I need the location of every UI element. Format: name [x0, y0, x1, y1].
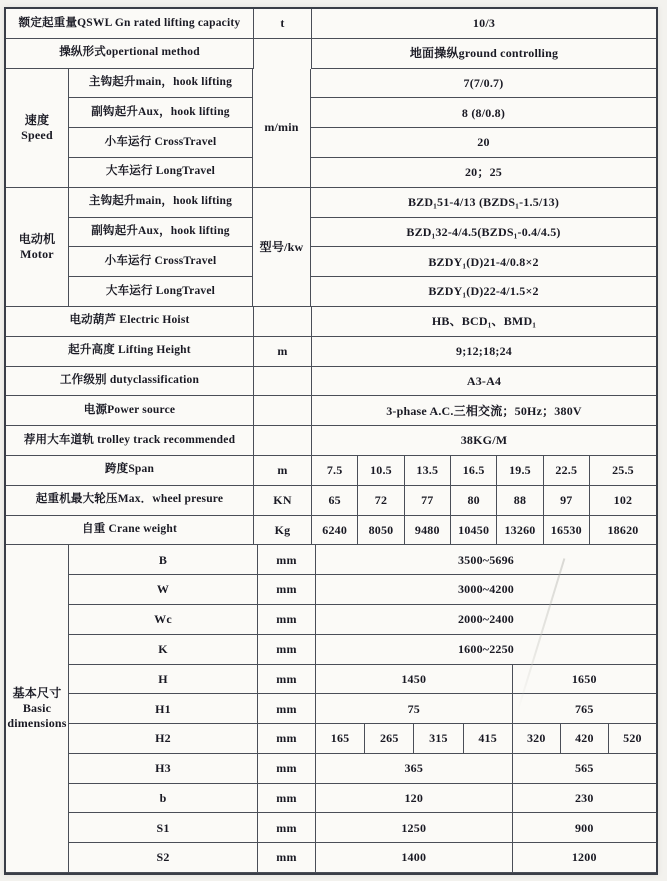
dims-group-cn: 基本尺寸: [12, 686, 62, 701]
row-dim-H: [69, 665, 656, 695]
speed-label-main-hook: 主钩起升main，hook lifting: [69, 69, 253, 99]
span-value: 16.5: [451, 456, 497, 486]
dim-H2-right-group: [513, 724, 656, 754]
weight-value: 9480: [405, 516, 451, 546]
motor-labels: [69, 188, 253, 307]
speed-label-cross-travel: 小车运行 CrossTravel: [69, 128, 253, 158]
dim-H2-label: H2: [69, 724, 258, 754]
span-label: 跨度Span: [6, 456, 254, 486]
speed-value-aux-hook: 8 (8/0.8): [311, 98, 656, 128]
track-value: 38KG/M: [312, 426, 656, 456]
dims-group-en: Basic dimensions: [7, 701, 67, 731]
method-unit: [254, 39, 312, 69]
dim-H-label: H: [69, 665, 258, 695]
speed-section: [6, 69, 656, 188]
motor-value-cross-travel: BZDY₁(D)21-4/0.8×2: [311, 247, 656, 277]
weight-value: 18620: [590, 516, 656, 546]
row-dim-Wc: [69, 605, 656, 635]
dim-H2-unit: mm: [258, 724, 316, 754]
dim-b-value-left: 120: [316, 784, 513, 814]
dim-H2-value: 320: [513, 724, 561, 754]
dim-b-label: b: [69, 784, 258, 814]
track-label: 荐用大车道轨 trolley track recommended: [6, 426, 254, 456]
speed-label-aux-hook: 副钩起升Aux，hook lifting: [69, 98, 253, 128]
capacity-label: 额定起重量QSWL Gn rated lifting capacity: [6, 9, 254, 39]
power-value: 3-phase A.C.三相交流；50Hz；380V: [312, 396, 656, 426]
motor-unit: 型号/kw: [253, 188, 311, 307]
dim-S2-unit: mm: [258, 843, 316, 873]
row-capacity: [6, 9, 656, 39]
duty-unit: [254, 367, 312, 397]
dim-H1-label: H1: [69, 694, 258, 724]
motor-label-main-hook: 主钩起升main，hook lifting: [69, 188, 253, 218]
row-hoist: [6, 307, 656, 337]
speed-values: [311, 69, 656, 188]
dim-B-unit: mm: [258, 545, 316, 575]
dim-W-value: 3000~4200: [316, 575, 656, 605]
speed-labels: [69, 69, 253, 188]
row-dim-W: [69, 575, 656, 605]
dim-W-label: W: [69, 575, 258, 605]
dim-H3-label: H3: [69, 754, 258, 784]
row-weight: [6, 516, 656, 546]
row-dim-S2: [69, 843, 656, 873]
wheel-value: 88: [497, 486, 543, 516]
wheel-value: 102: [590, 486, 656, 516]
speed-group-cn: 速度: [24, 112, 50, 127]
row-dim-H3: [69, 754, 656, 784]
method-label: 操纵形式opertional method: [6, 39, 254, 69]
wheel-value: 77: [405, 486, 451, 516]
motor-section: [6, 188, 656, 307]
row-span: [6, 456, 656, 486]
dim-H2-value: 415: [464, 724, 513, 754]
dim-H3-value-left: 365: [316, 754, 513, 784]
dim-H2-left-group: [316, 724, 513, 754]
motor-value-aux-hook: BZD₁32-4/4.5(BZDS₁-0.4/4.5): [311, 218, 656, 248]
dim-H2-value: 165: [316, 724, 365, 754]
dims-group-cell: [6, 545, 69, 873]
row-power: [6, 396, 656, 426]
hoist-unit: [254, 307, 312, 337]
hoist-value: HB、BCD₁、BMD₁: [312, 307, 656, 337]
row-duty: [6, 367, 656, 397]
motor-value-main-hook: BZD₁51-4/13 (BZDS₁-1.5/13): [311, 188, 656, 218]
motor-label-cross-travel: 小车运行 CrossTravel: [69, 247, 253, 277]
weight-value: 16530: [544, 516, 590, 546]
weight-value: 8050: [358, 516, 404, 546]
lifting-height-unit: m: [254, 337, 312, 367]
row-dim-H1: [69, 694, 656, 724]
wheel-label: 起重机最大轮压Max．wheel presure: [6, 486, 254, 516]
motor-group-cell: [6, 188, 69, 307]
span-unit: m: [254, 456, 312, 486]
dim-H2-value: 520: [609, 724, 656, 754]
dim-B-label: B: [69, 545, 258, 575]
dim-S1-label: S1: [69, 813, 258, 843]
speed-value-cross-travel: 20: [311, 128, 656, 158]
dims-section: [6, 545, 656, 873]
row-dim-K: [69, 635, 656, 665]
dim-K-value: 1600~2250: [316, 635, 656, 665]
dim-Wc-label: Wc: [69, 605, 258, 635]
dim-S1-value-left: 1250: [316, 813, 513, 843]
motor-group-en: Motor: [20, 246, 54, 261]
span-value: 22.5: [544, 456, 590, 486]
dim-K-label: K: [69, 635, 258, 665]
wheel-value: 80: [451, 486, 497, 516]
dim-S2-value-left: 1400: [316, 843, 513, 873]
duty-label: 工作级别 dutyclassification: [6, 367, 254, 397]
weight-value: 10450: [451, 516, 497, 546]
duty-value: A3-A4: [312, 367, 656, 397]
motor-label-aux-hook: 副钩起升Aux，hook lifting: [69, 218, 253, 248]
wheel-value: 72: [358, 486, 404, 516]
hoist-label: 电动葫芦 Electric Hoist: [6, 307, 254, 337]
motor-group-cn: 电动机: [18, 231, 56, 246]
track-unit: [254, 426, 312, 456]
dim-W-unit: mm: [258, 575, 316, 605]
dim-H1-unit: mm: [258, 694, 316, 724]
row-dim-H2: [69, 724, 656, 754]
dim-H3-value-right: 565: [513, 754, 656, 784]
speed-group-cell: [6, 69, 69, 188]
capacity-value: 10/3: [312, 9, 656, 39]
dim-H1-value-right: 765: [513, 694, 656, 724]
dim-S2-label: S2: [69, 843, 258, 873]
motor-values: [311, 188, 656, 307]
dim-S2-value-right: 1200: [513, 843, 656, 873]
span-value: 13.5: [405, 456, 451, 486]
dim-b-value-right: 230: [513, 784, 656, 814]
dim-Wc-value: 2000~2400: [316, 605, 656, 635]
dim-H-unit: mm: [258, 665, 316, 695]
row-dim-b: [69, 784, 656, 814]
row-dim-S1: [69, 813, 656, 843]
speed-group-en: Speed: [21, 127, 53, 142]
row-dim-B: [69, 545, 656, 575]
power-unit: [254, 396, 312, 426]
span-value: 7.5: [312, 456, 358, 486]
dim-S1-unit: mm: [258, 813, 316, 843]
row-lifting-height: [6, 337, 656, 367]
weight-value: 6240: [312, 516, 358, 546]
dims-rows: [69, 545, 656, 873]
motor-value-long-travel: BZDY₁(D)22-4/1.5×2: [311, 277, 656, 307]
dim-H-value-left: 1450: [316, 665, 513, 695]
lifting-height-label: 起升高度 Lifting Height: [6, 337, 254, 367]
weight-value: 13260: [497, 516, 543, 546]
spec-table: [4, 7, 658, 875]
motor-label-long-travel: 大车运行 LongTravel: [69, 277, 253, 307]
lifting-height-value: 9;12;18;24: [312, 337, 656, 367]
dim-H3-unit: mm: [258, 754, 316, 784]
power-label: 电源Power source: [6, 396, 254, 426]
capacity-unit: t: [254, 9, 312, 39]
row-method: [6, 39, 656, 69]
dim-b-unit: mm: [258, 784, 316, 814]
dim-H2-value: 420: [561, 724, 609, 754]
span-value: 10.5: [358, 456, 404, 486]
dim-H2-value: 315: [414, 724, 463, 754]
method-value: 地面操纵ground controlling: [312, 39, 656, 69]
weight-label: 自重 Crane weight: [6, 516, 254, 546]
dim-H1-value-left: 75: [316, 694, 513, 724]
dim-B-value: 3500~5696: [316, 545, 656, 575]
span-value: 25.5: [590, 456, 656, 486]
dim-H-value-right: 1650: [513, 665, 656, 695]
dim-H2-value: 265: [365, 724, 414, 754]
dim-K-unit: mm: [258, 635, 316, 665]
dim-S1-value-right: 900: [513, 813, 656, 843]
dim-Wc-unit: mm: [258, 605, 316, 635]
speed-value-main-hook: 7(7/0.7): [311, 69, 656, 99]
speed-value-long-travel: 20；25: [311, 158, 656, 188]
wheel-value: 65: [312, 486, 358, 516]
weight-unit: Kg: [254, 516, 312, 546]
row-track: [6, 426, 656, 456]
speed-unit: m/min: [253, 69, 311, 188]
span-value: 19.5: [497, 456, 543, 486]
speed-label-long-travel: 大车运行 LongTravel: [69, 158, 253, 188]
row-wheel: [6, 486, 656, 516]
wheel-value: 97: [544, 486, 590, 516]
wheel-unit: KN: [254, 486, 312, 516]
